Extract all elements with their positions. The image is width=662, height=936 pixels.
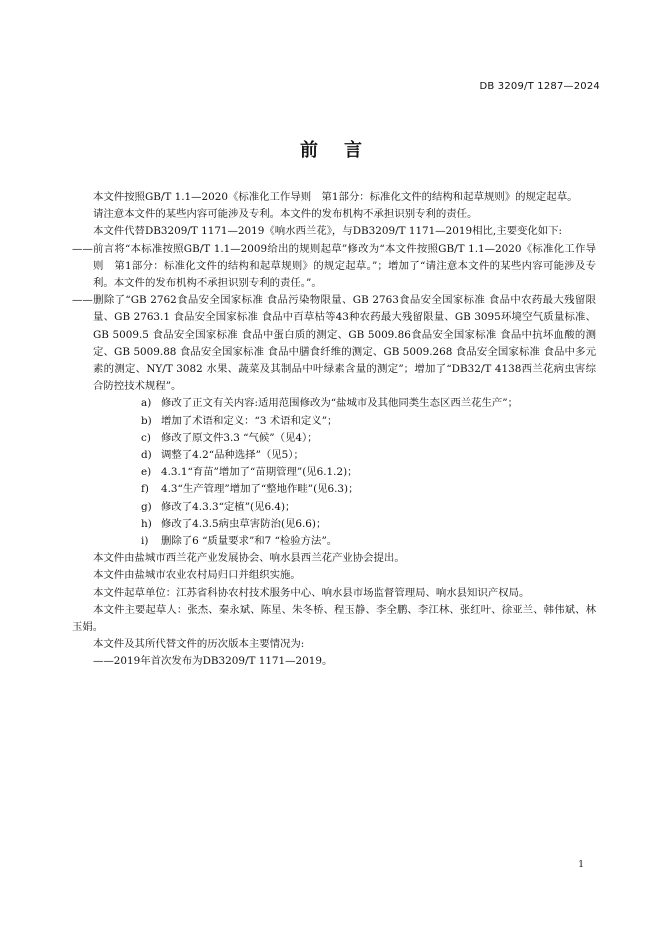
paragraph-drafters: 本文件主要起草人：张杰、秦永斌、陈星、朱冬桥、程玉静、李全鹏、李江林、张红叶、徐亚兰、韩伟斌、林玉娟。 xyxy=(72,603,596,634)
paragraph-proposer: 本文件由盐城市西兰花产业发展协会、响水县西兰花产业协会提出。 xyxy=(93,552,405,565)
list-marker: c) xyxy=(141,431,151,444)
paragraph-managed: 本文件由盐城市农业农村局归口并组织实施。 xyxy=(93,569,301,582)
list-item xyxy=(141,395,596,412)
page-number: 1 xyxy=(578,860,584,870)
list-marker: f) xyxy=(141,483,149,496)
list-item-text: 调整了4.2“品种选择”（见5）； xyxy=(161,449,304,462)
list-item-text: 删除了6 “质量要求”和7 “检验方法”。 xyxy=(161,535,338,548)
list-item xyxy=(141,464,596,481)
list-item-text: 修改了原文件3.3 “气候”（见4）； xyxy=(161,431,318,444)
paragraph-patent-notice: 请注意本文件的某些内容可能涉及专利。本文件的发布机构不承担识别专利的责任。 xyxy=(93,208,478,221)
list-item xyxy=(141,533,596,550)
list-item-text: 修改了正文有关内容:适用范围修改为“盐城市及其他同类生态区西兰花生产”； xyxy=(161,397,519,410)
list-item-text: 4.3.1“育苗”增加了“苗期管理”(见6.1.2)； xyxy=(161,466,358,479)
changes-list xyxy=(72,395,596,550)
list-marker: d) xyxy=(141,449,152,462)
list-marker: b) xyxy=(141,414,152,427)
list-item xyxy=(141,481,596,498)
paragraph-drafting-units: 本文件起草单位：江苏省科协农村技术服务中心、响水县市场监督管理局、响水县知识产权局。 xyxy=(93,586,530,599)
list-item-text: 修改了4.3.3“定植”(见6.4)； xyxy=(161,500,296,513)
list-item xyxy=(141,516,596,533)
list-marker: a) xyxy=(141,397,152,410)
document-body xyxy=(72,189,596,671)
list-item xyxy=(141,447,596,464)
list-item xyxy=(141,413,596,430)
standard-code: DB 3209/T 1287—2024 xyxy=(479,81,600,92)
paragraph-replaces: 本文件代替DB3209/T 1171—2019《响水西兰花》，与DB3209/T 1171—2019相比,主要变化如下: xyxy=(93,225,563,238)
list-item-text: 修改了4.3.5病虫草害防治(见6.6)； xyxy=(161,517,327,530)
list-marker: h) xyxy=(141,517,152,530)
paragraph-history-intro: 本文件及其所代替文件的历次版本主要情况为: xyxy=(93,638,305,651)
page-title: 前言 xyxy=(300,140,388,161)
list-marker: i) xyxy=(141,535,149,548)
list-item xyxy=(141,430,596,447)
change-foreword: ——前言将“本标准按照GB/T 1.1—2009给出的规则起草”修改为“本文件按照GB/T 1.1—2020《标准化工作导则 第1部分：标准化文件的结构和起草规则》的规定起草。”；增加了“请注意本文件的某些内容可能涉及专利。本文件的发布机构不承担识别专利的责任。”。 xyxy=(72,242,596,290)
list-item-text: 增加了术语和定义：“3 术语和定义”； xyxy=(161,414,338,427)
change-references: ——删除了“GB 2762食品安全国家标准 食品污染物限量、GB 2763食品安全国家标准 食品中农药最大残留限量、GB 2763.1 食品安全国家标准 食品中百草枯等43种农药最大残留限量、GB 3095环境空气质量标准、GB 5009.5 食品安全国家标准 食品中蛋白质的测定、GB 5009.86食品安全国家标准 食品中抗坏血酸的测定、GB 5009.88 食品安全国家标准 食品中膳食纤维的测定、GB 5009.268 食品安全国家标准 食品中多元素的测定、NY/T 3082 水果、蔬菜及其制品中叶绿素含量的测定”；增加了“DB32/T 4138西兰花病虫害综合防控技术规程”。 xyxy=(72,294,596,393)
list-item xyxy=(141,499,596,516)
history-item: ——2019年首次发布为DB3209/T 1171—2019。 xyxy=(93,655,333,668)
list-marker: e) xyxy=(141,466,152,479)
list-marker: g) xyxy=(141,500,152,513)
paragraph-drafting-rule: 本文件按照GB/T 1.1—2020《标准化工作导则 第1部分：标准化文件的结构和起草规则》的规定起草。 xyxy=(93,191,578,203)
list-item-text: 4.3“生产管理”增加了“整地作畦”(见6.3)； xyxy=(161,483,359,496)
